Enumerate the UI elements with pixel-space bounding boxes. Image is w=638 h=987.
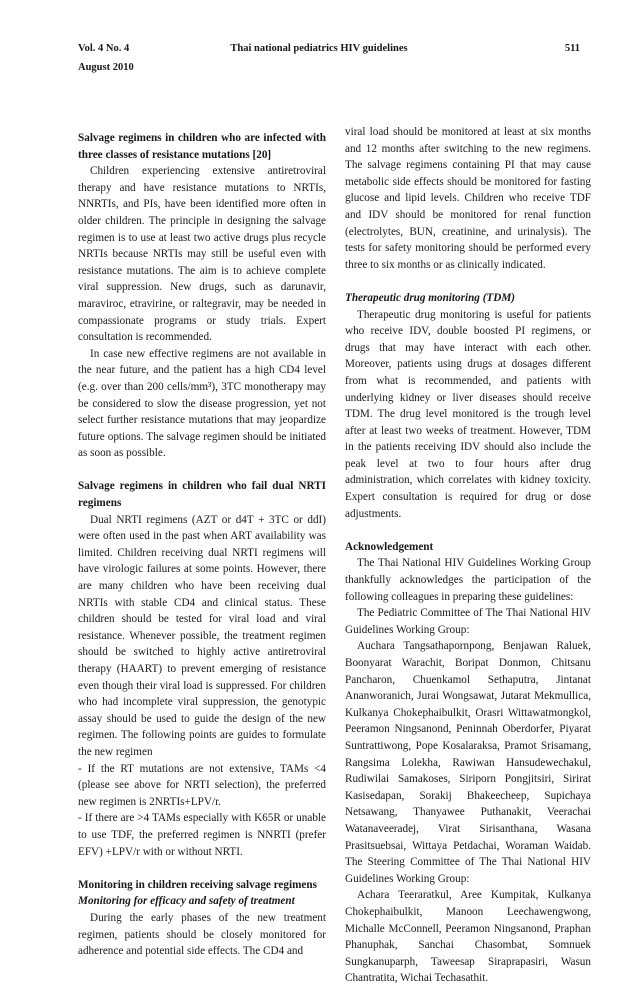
- paragraph: Children experiencing extensive antiretroviral therapy and have resistance mutations to NRTIs, NNRTIs, and PIs, have been identified more often in older children. The principle in designing the salvage regimen is to use at least two active drugs plus recycle NRTIs because NRTIs may still be useful even with resistance mutations. The aim is to achieve complete viral suppression. New drugs, such as darunavir, maraviroc, etravirine, or raltegravir, may be needed in compassionate programs or study trials. Expert consultation is recommended.: [78, 165, 326, 344]
- paragraph: Achara Teeraratkul, Aree Kumpitak, Kulkanya Chokephaibulkit, Manoon Leechawengwong, Michalle McConnell, Peeramon Ningsanond, Praphan Phanuphak, Sanchai Chasombat, Somnuek Sungkanuparph, Taweesap Siraprapasiri, Wasun Chantratita, Wichai Techasathit.: [345, 889, 591, 985]
- subsection-heading: Therapeutic drug monitoring (TDM): [345, 291, 516, 304]
- subsection-heading: Monitoring for efficacy and safety of treatment: [78, 895, 295, 908]
- running-title: Thai national pediatrics HIV guidelines: [230, 43, 408, 54]
- paragraph: The Thai National HIV Guidelines Working Group thankfully acknowledges the participation of the following colleagues in preparing these guidelines:: [345, 557, 591, 603]
- section-heading: Salvage regimens in children who fail dual NRTI regimens: [78, 480, 326, 510]
- section-heading: Monitoring in children receiving salvage regimens: [78, 878, 317, 891]
- journal-volume: Vol. 4 No. 4: [78, 43, 130, 54]
- right-column: [345, 124, 591, 987]
- section-heading: Acknowledgement: [345, 540, 434, 553]
- paragraph: Dual NRTI regimens (AZT or d4T + 3TC or ddI) were often used in the past when ART availability was limited. Children receiving dual NRTI regimens will have virologic failures at some points. However, there are many children who have been receiving dual NRTIs with stable CD4 and clinical status. These children should be tested for viral load and viral resistance. Whenever possible, the treatment regimen should be switched to highly active antiretroviral therapy (HAART) to prevent emerging of resistance even though their viral load is suppressed. For children who had incomplete viral suppression, the genotypic assay should be used to guide the design of the new regimen. The following points are guides to formulate the new regimen: [78, 513, 326, 758]
- journal-date: August 2010: [78, 62, 134, 73]
- paragraph: In case new effective regimens are not available in the near future, and the patient has a high CD4 level (e.g. over than 200 cells/mm³), 3TC monotherapy may be considered to slow the disease progression, yet not select further resistance mutations that may jeopardize future options. The salvage regimen should be initiated as soon as possible.: [78, 347, 326, 460]
- paragraph: The Pediatric Committee of The Thai National HIV Guidelines Working Group:: [345, 607, 591, 636]
- left-column: [78, 130, 326, 960]
- paragraph: During the early phases of the new treatment regimen, patients should be closely monitored for adherence and potential side effects. The CD4 and: [78, 911, 326, 958]
- paragraph-gap: [78, 860, 326, 877]
- paragraph-gap: [345, 522, 591, 539]
- paragraph-gap: [78, 462, 326, 479]
- paragraph: - If the RT mutations are not extensive, TAMs <4 (please see above for NRTI selection), the preferred new regimen is 2NRTIs+LPV/r.: [78, 762, 326, 808]
- paragraph: Auchara Tangsathapornpong, Benjawan Raluek, Boonyarat Warachit, Boripat Donmon, Chitsanu Pancharon, Chuenkamol Sethaputra, Jintanat Ananworanich, Jurai Wongsawat, Jutarat Mekmullica, Kulkanya Chokephaibulkit, Orasri Wittawatmongkol, Peeramon Ningsanond, Peninnah Oberdorfer, Piyarat Suntrattiwong, Pope Kosalaraksa, Pramot Srisamang, Rangsima Lolekha, Rawiwan Hansudewechakul, Rudiwilai Samakoses, Siriporn Pongjitsiri, Sirirat Kasisedapan, Sorakij Bhakeecheep, Supichaya Netsawang, Thanyawee Puthanakit, Veerachai Watanaveeradej, Virat Sirisanthana, Wasana Prasitsuebsai, Wittaya Petdachai, Woraman Waidab. The Steering Committee of The Thai National HIV Guidelines Working Group:: [345, 640, 591, 885]
- paragraph-gap: [345, 273, 591, 290]
- section-heading: Salvage regimens in children who are infected with three classes of resistance mutations [20]: [78, 132, 326, 161]
- paragraph: Therapeutic drug monitoring is useful for patients who receive IDV, double boosted PI regimens, or drugs that may have interact with each other. Moreover, patients using drugs at dosages different from what is recommended, and patients with underlying kidney or liver diseases should receive TDM. The drug level monitored is the trough level after at least two weeks of treatment. However, TDM in the patients receiving IDV should also include the peak level at two to four hours after drug administration, which correlates with kidney toxicity. Expert consultation is required for drug or dose adjustments.: [345, 308, 591, 520]
- paragraph: viral load should be monitored at least at six months and 12 months after switching to the new regimens. The salvage regimens containing PI that may cause metabolic side effects should be monitored for fasting glucose and lipid levels. Children who receive TDF and IDV should be monitored for renal function (electrolytes, BUN, creatinine, and urinalysis). The tests for safety monitoring should be performed every three to six months or as clinically indicated.: [345, 126, 591, 271]
- paragraph: - If there are >4 TAMs especially with K65R or unable to use TDF, the preferred regimen is NNRTI (prefer EFV) +LPV/r with or without NRTI.: [78, 812, 326, 858]
- page-number: 511: [564, 43, 580, 54]
